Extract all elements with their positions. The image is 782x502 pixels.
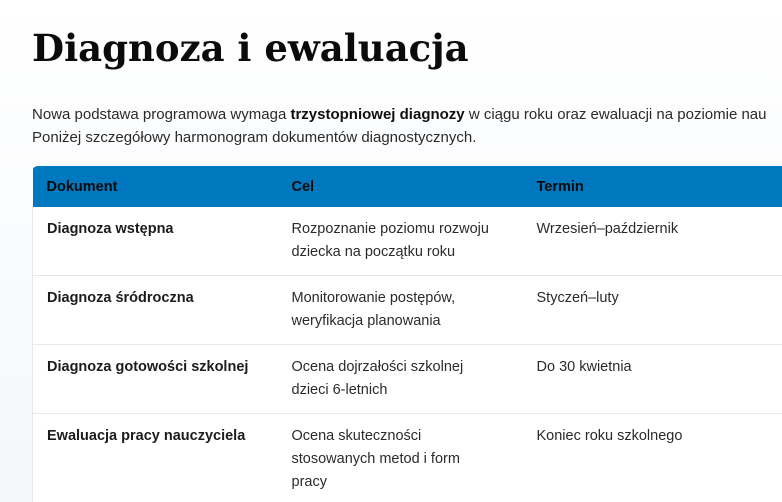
table-row	[33, 345, 782, 414]
column-header-extra	[768, 166, 782, 207]
cell-document: Diagnoza gotowości szkolnej	[33, 345, 278, 414]
intro-bold-term: trzystopniowej diagnozy	[290, 106, 465, 123]
intro-line-1	[32, 103, 782, 126]
column-header-goal: Cel	[278, 166, 523, 207]
cell-document: Diagnoza śródroczna	[33, 276, 278, 345]
schedule-table-container	[32, 166, 782, 502]
cell-goal-line: stosowanych metod i form	[291, 451, 460, 467]
intro-paragraph	[32, 103, 782, 149]
page-title: Diagnoza i ewaluacja	[32, 26, 469, 70]
cell-extra	[768, 276, 782, 345]
cell-term: Koniec roku szkolnego	[523, 414, 768, 502]
cell-document: Ewaluacja pracy nauczyciela	[33, 414, 278, 502]
cell-goal	[278, 276, 523, 345]
schedule-table	[32, 166, 782, 502]
table-row	[33, 414, 782, 502]
cell-goal-line: dziecka na początku roku	[291, 244, 456, 260]
cell-goal-line: Rozpoznanie poziomu rozwoju	[291, 221, 489, 237]
table-row	[33, 276, 782, 345]
cell-term: Wrzesień–październik	[523, 207, 768, 276]
table-row	[33, 207, 782, 276]
table-header-row	[33, 166, 782, 207]
cell-term: Do 30 kwietnia	[523, 345, 768, 414]
column-header-document: Dokument	[33, 166, 278, 207]
intro-text-end: w ciągu roku oraz ewaluacji na poziomie nau	[464, 106, 767, 123]
column-header-term: Termin	[523, 166, 768, 207]
cell-goal	[278, 345, 523, 414]
cell-extra	[768, 414, 782, 502]
cell-goal	[278, 414, 523, 502]
cell-extra	[768, 207, 782, 276]
cell-extra	[768, 345, 782, 414]
cell-term: Styczeń–luty	[523, 276, 768, 345]
cell-goal-line: weryfikacja planowania	[291, 313, 441, 329]
cell-goal-line: Ocena skuteczności	[291, 428, 422, 444]
cell-goal-line: pracy	[291, 474, 327, 490]
table-header	[33, 166, 782, 207]
intro-line-2: Poniżej szczegółowy harmonogram dokumentów diagnostycznych.	[32, 129, 477, 146]
cell-goal-line: Ocena dojrzałości szkolnej	[291, 359, 464, 375]
cell-goal-line: Monitorowanie postępów,	[291, 290, 456, 306]
table-body	[33, 207, 782, 502]
intro-text-start: Nowa podstawa programowa wymaga	[32, 106, 291, 123]
cell-document: Diagnoza wstępna	[33, 207, 278, 276]
cell-goal	[278, 207, 523, 276]
cell-goal-line: dzieci 6-letnich	[291, 382, 388, 398]
